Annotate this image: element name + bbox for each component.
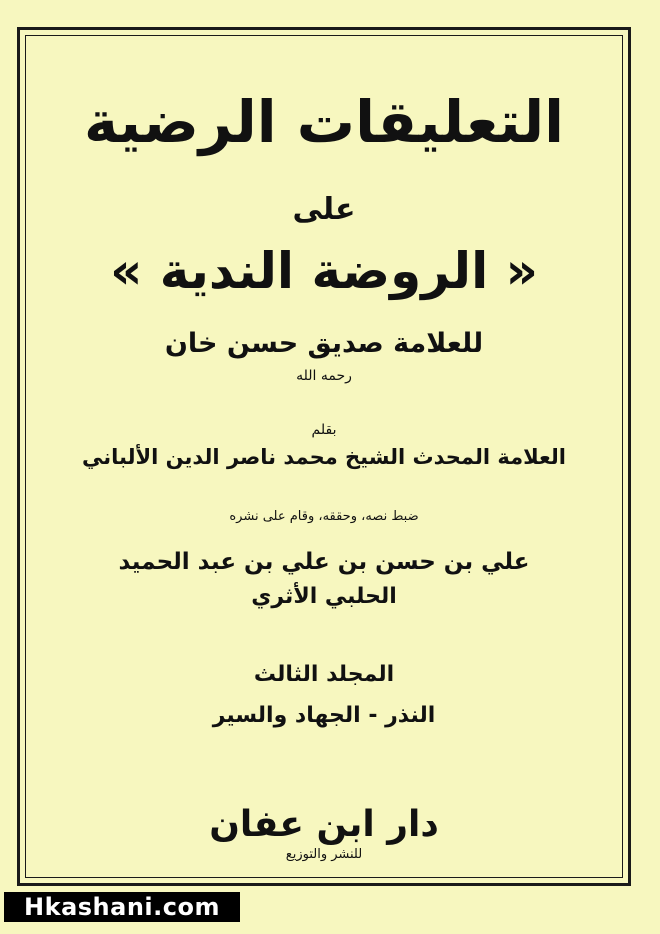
- volume-topics: النذر - الجهاد والسير: [212, 703, 436, 728]
- volume-number: المجلد الثالث: [253, 662, 395, 687]
- editing-intro: ضبط نصه، وحققه، وقام على نشره: [229, 509, 419, 524]
- book-title: التعليقات الرضية: [83, 88, 565, 156]
- author-name: للعلامة صديق حسن خان: [164, 328, 484, 359]
- book-subtitle: « الروضة الندية »: [110, 242, 538, 300]
- publisher-name: دار ابن عفان: [209, 804, 439, 845]
- site-watermark: Hkashani.com: [4, 892, 240, 922]
- commentator-name: العلامة المحدث الشيخ محمد ناصر الدين الألباني: [82, 445, 566, 469]
- editor-name: علي بن حسن بن علي بن عبد الحميد: [118, 549, 530, 575]
- title-connector: على: [292, 192, 356, 227]
- editor-nisba: الحلبي الأثري: [251, 584, 397, 609]
- publisher-tagline: للنشر والتوزيع: [285, 847, 363, 862]
- author-honorific: رحمه الله: [296, 368, 352, 384]
- commentary-intro: بقلم: [311, 422, 337, 438]
